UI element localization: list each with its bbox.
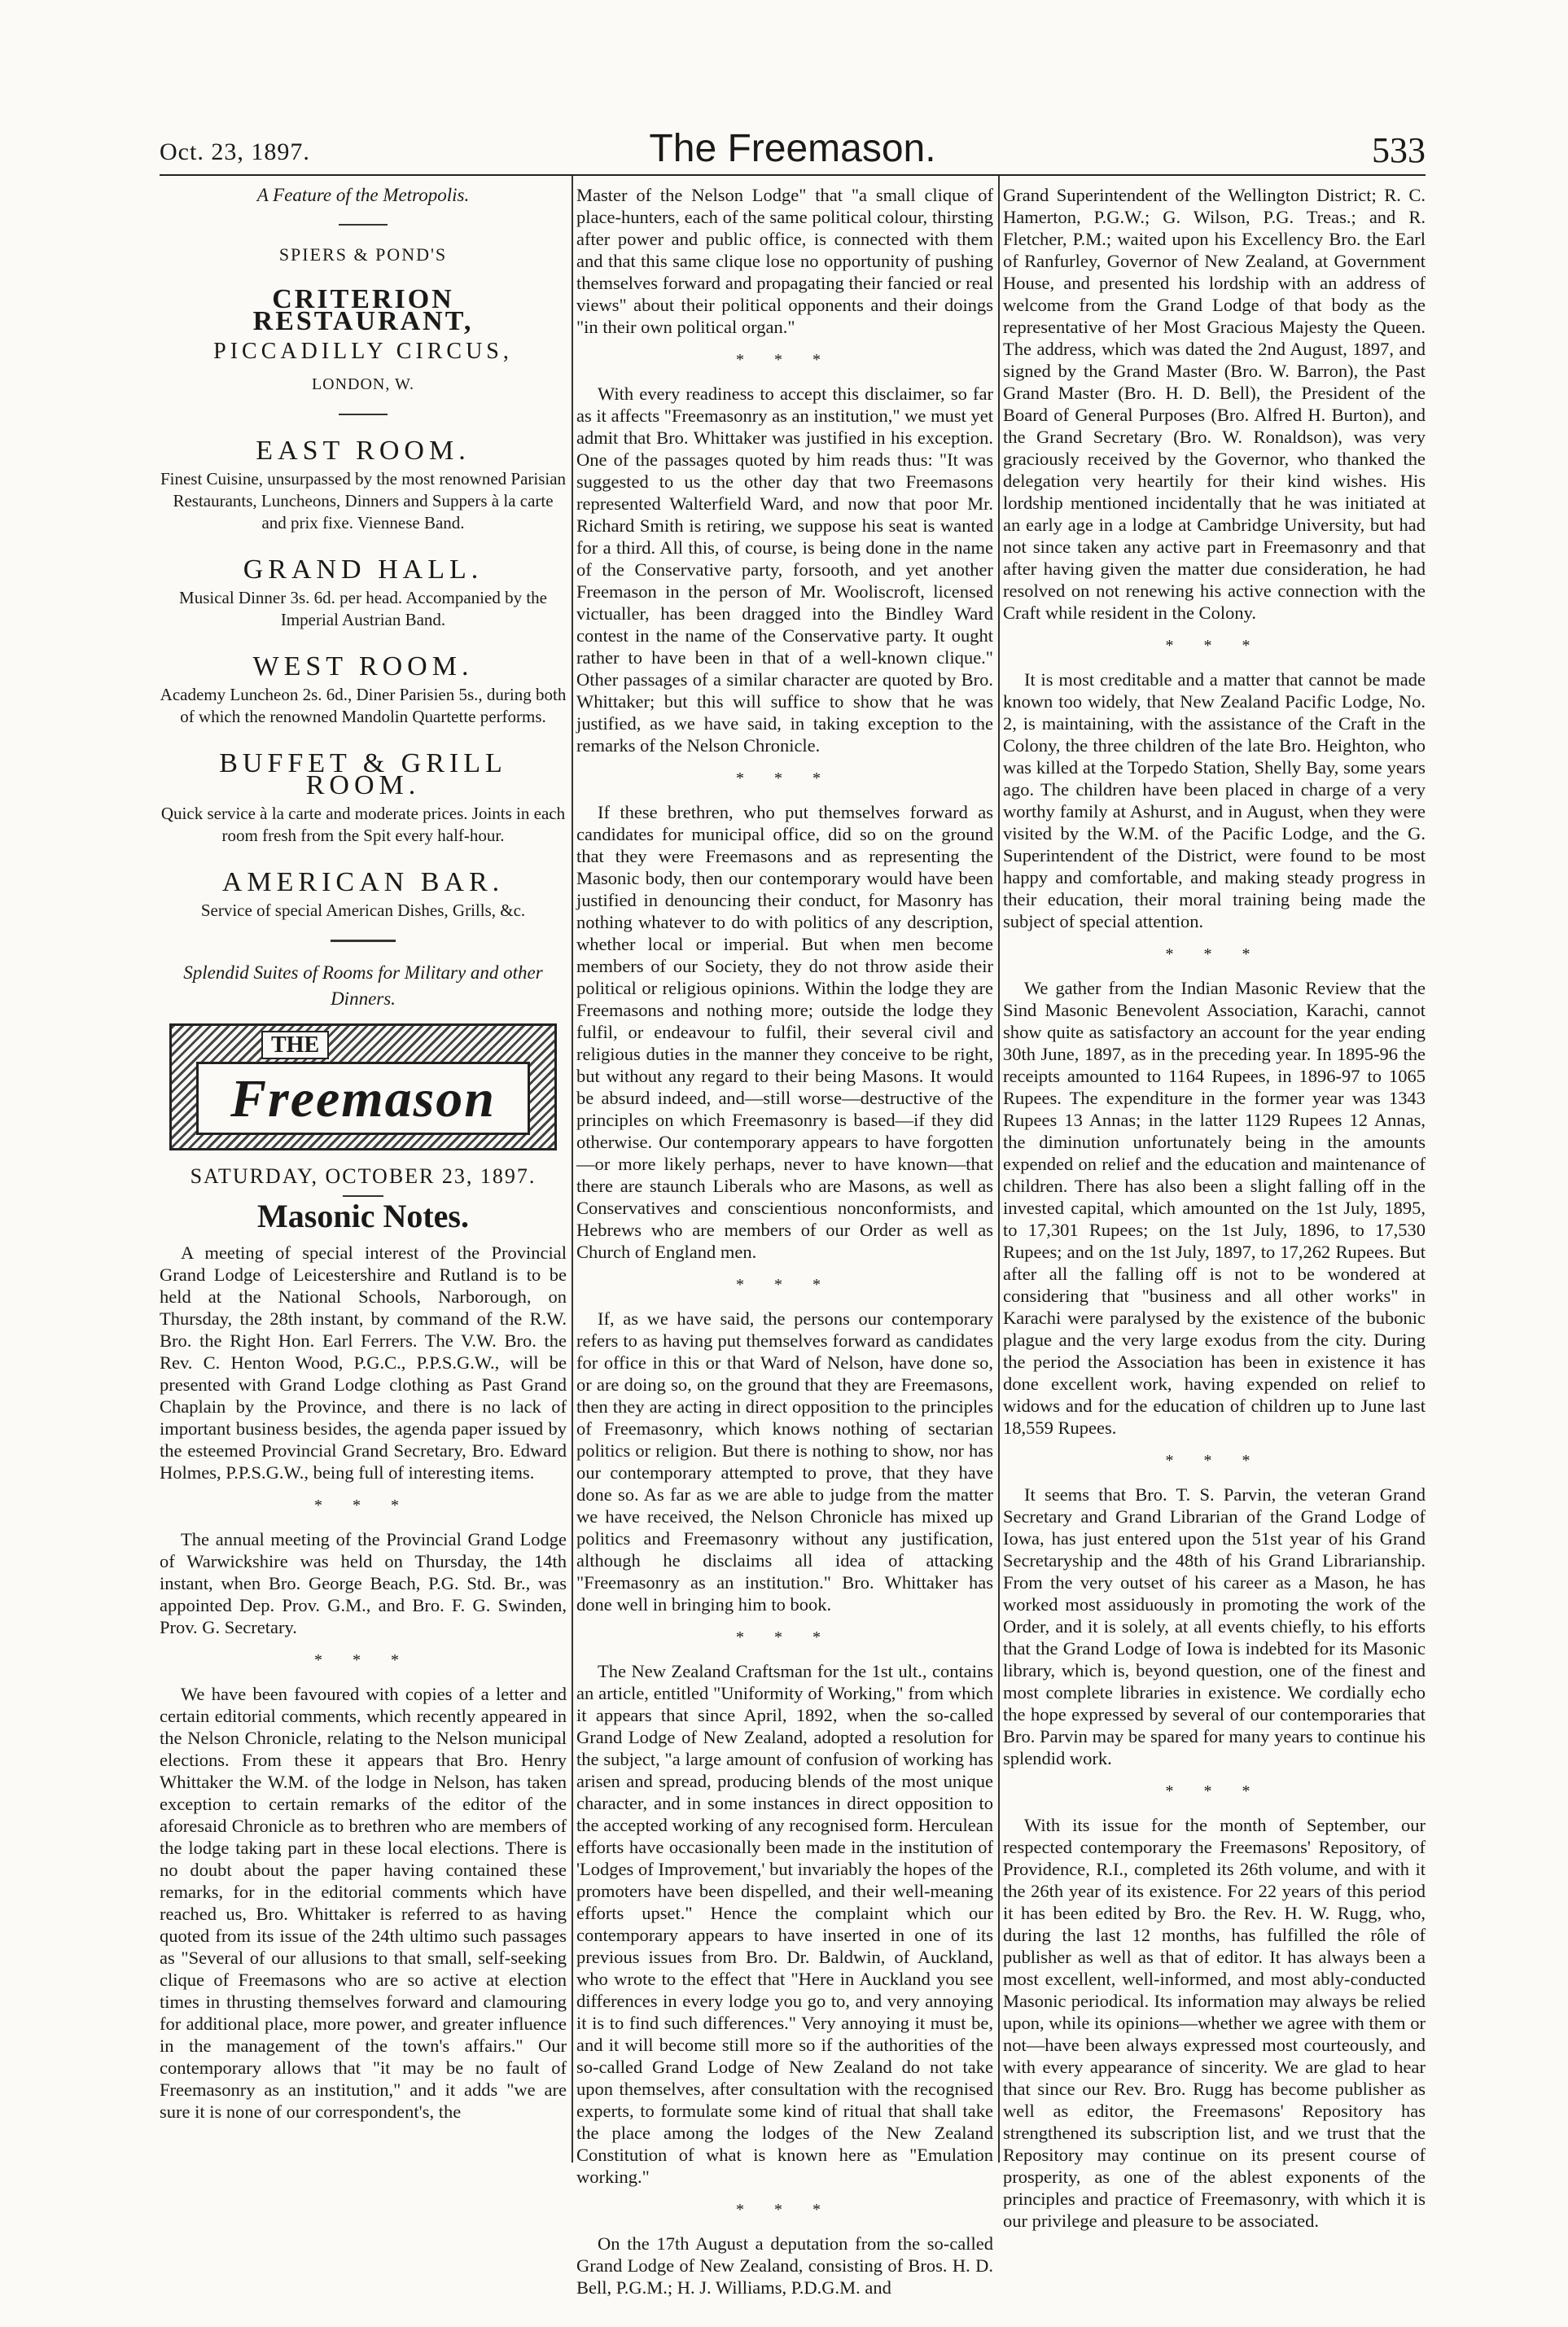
room-description: Service of special American Dishes, Grills, &c. xyxy=(200,901,526,920)
masthead-logo xyxy=(169,1023,557,1150)
column-3 xyxy=(1003,184,1426,2243)
divider xyxy=(331,940,396,942)
section-break: * * * xyxy=(1165,945,1264,963)
column-divider xyxy=(998,176,1000,2163)
article-paragraph: A meeting of special interest of the Provincial Grand Lodge of Leicestershire and Rutland is to be held at the National Schools, Narborough, on Thursday, the 28th instant, by command of the R.W. Bro. the Right Hon. Earl Ferrers. The V.W. Bro. the Rev. C. Henton Wood, P.G.C., P.P.S.G.W., will be presented with Grand Lodge clothing as Past Grand Chaplain by the Province, and there is no lack of important business besides, the agenda paper issued by the esteemed Provincial Grand Secretary, Bro. Edward Holmes, P.P.S.G.W., being full of interesting items. xyxy=(160,1242,567,1483)
divider xyxy=(339,414,388,415)
ad-proprietor: SPIERS & POND'S xyxy=(278,244,448,265)
room-name: AMERICAN BAR. xyxy=(221,867,505,897)
ad-tagline: A Feature of the Metropolis. xyxy=(256,185,470,205)
divider xyxy=(339,224,388,226)
article-paragraph: We gather from the Indian Masonic Review that the Sind Masonic Benevolent Association, Karachi, cannot show quite as satisfactory an account for the year ending 30th June, 1897, as in the preceding year. In 1895-96 the receipts amounted to 1164 Rupees, in 1896-97 to 1065 Rupees. The expenditure in the former year was 1343 Rupees 13 Annas; in the latter 1129 Rupees 12 Annas, the diminution unfortunately being in the amounts expended on relief and the education and maintenance of children. There has also been a slight falling off in the invested capital, which amounted on the 1st July, 1895, to 17,301 Rupees; on the 1st July, 1896, to 17,530 Rupees; and on the 1st July, 1897, to 17,262 Rupees. But after all the falling off is not to be wondered at considering that "business and all other works" in Karachi were paralysed by the existence of the bubonic plague and the very large exodus from the city. During the period the Association has been in existence it has done excellent work, having expended on relief to widows and for the education of children up to June last 18,559 Rupees. xyxy=(1003,978,1426,1438)
article-paragraph: With every readiness to accept this disclaimer, so far as it affects "Freemasonry as an institution," we must yet admit that Bro. Whittaker was justified in his exception. One of the passages quoted by him reads thus: "It was suggested to us the other day that two Freemasons represented Walterfield Ward, and now that poor Mr. Richard Smith is retiring, we suppose his seat is wanted for a third. All this, of course, is being done in the name of the Conservative party, forsooth, and yet another Freemason in the person of Mr. Wooliscroft, licensed victualler, has been dragged into the Bindley Ward contest in the name of the Conservative party. It ought rather to have been in that of a well-known clique." Other passages of a similar character are quoted by Bro. Whittaker; but this will suffice to show that he was justified, as we have said, in taking exception to the remarks of the Nelson Chronicle. xyxy=(576,383,993,756)
article-paragraph: With its issue for the month of September, our respected contemporary the Freemasons' Repository, of Providence, R.I., completed its 26th volume, and with it the 26th year of its existence. For 22 years of this period it has been edited by Bro. the Rev. H. W. Rugg, who, during the last 12 months, has fulfilled the rôle of publisher as well as that of editor. It has always been a most excellent, well-informed, and most ably-conducted Masonic periodical. Its information may always be relied upon, while its opinions—whether we agree with them or not—have been always expressed most courteously, and with every appearance of sincerity. We are glad to hear that since our Rev. Bro. Rugg has become publisher as well as editor, the Freemasons' Repository has strengthened its subscription list, and we trust that the Repository may continue on its present course of prosperity, as one of the ablest exponents of the principles and practice of Freemasonry, with which it is our privilege and pleasure to be associated. xyxy=(1003,1815,1426,2231)
section-break: * * * xyxy=(736,351,834,369)
page-header xyxy=(160,122,1426,173)
article-paragraph: The New Zealand Craftsman for the 1st ult., contains an article, entitled "Uniformity of Working," from which it appears that since April, 1892, when the so-called Grand Lodge of New Zealand, adopted a resolution for the subject, "a large amount of confusion of working has arisen and spread, producing blends of the most unique character, and in some instances in direct opposition to the accepted working of any recognised form. Herculean efforts have occasionally been made in the institution of 'Lodges of Improvement,' but invariably the hopes of the promoters have been dispelled, and their well-meaning efforts upset." Hence the complaint which our contemporary appears to have inserted in one of its previous issues from Bro. Dr. Baldwin, of Auckland, who wrote to the effect that "Here in Auckland you see differences in every lodge you go to, and very annoying it is to find such differences." Very annoying it must be, and it will become still more so if the authorities of the so-called Grand Lodge of New Zealand do not take upon themselves, after consultation with the recognised experts, to formulate some kind of ritual that shall take the place among the lodges of the New Zealand Constitution of what is known here as "Emulation working." xyxy=(576,1661,993,2187)
ad-footer: Splendid Suites of Rooms for Military and other Dinners. xyxy=(183,962,543,1009)
section-break: * * * xyxy=(736,769,834,787)
section-break: * * * xyxy=(736,1276,834,1294)
room-description: Finest Cuisine, unsurpassed by the most renowned Parisian Restaurants, Luncheons, Dinners and Suppers à la carte and prix fixe. Viennese Band. xyxy=(160,469,567,532)
article-paragraph: The annual meeting of the Provincial Grand Lodge of Warwickshire was held on Thursday, the 14th instant, when Bro. George Beach, P.G. Std. Br., was appointed Dep. Prov. G.M., and Bro. F. G. Swinden, Prov. G. Secretary. xyxy=(160,1529,567,1637)
room-description: Academy Luncheon 2s. 6d., Diner Parisien 5s., during both of which the renowned Mandolin Quartette performs. xyxy=(160,685,567,726)
room-name: GRAND HALL. xyxy=(243,554,484,585)
room-name: EAST ROOM. xyxy=(256,436,471,466)
room-description: Quick service à la carte and moderate prices. Joints in each room fresh from the Spit every half-hour. xyxy=(160,804,566,845)
section-break: * * * xyxy=(1165,1452,1264,1470)
article-paragraph: It is most creditable and a matter that cannot be made known too widely, that New Zealand Pacific Lodge, No. 2, is maintaining, with the assistance of the Craft in the Colony, the three children of the late Bro. Heighton, who was killed at the Torpedo Station, Shelly Bay, some years ago. The children have been placed in charge of a very worthy family at Ashurst, and in August, when they were visited by the W.M. of the Pacific Lodge, and the G. Superintendent of the District, were found to be most happy and comfortable, and making steady progress in their education, their moral training being made the subject of special attention. xyxy=(1003,669,1426,931)
column-divider xyxy=(572,176,573,2163)
section-title: Masonic Notes. xyxy=(257,1198,469,1234)
article-paragraph: If these brethren, who put themselves forward as candidates for municipal office, did so on the ground that they were Freemasons and as representing the Masonic body, then our contemporary would have been justified in denouncing their conduct, for Masonry has nothing whatever to do with politics of any description, whether local or imperial. But when men become members of our Society, they do not throw aside their political or religious opinions. Within the lodge they are Freemasons and nothing more; outside the lodge they fulfil, or endeavour to fulfil, their several civil and religious duties in the manner they conceive to be right, but without any regard to their being Masons. It would be absurd indeed, and—still worse—destructive of the principles on which Freemasonry is based—if they did otherwise. Our contemporary appears to have forgotten—or more likely perhaps, never to have known—that there are staunch Liberals who are Masons, as well as Conservatives and conscientious nonconformists, and Hebrews who are members of our Order as well as Church of England men. xyxy=(576,802,993,1262)
section-break: * * * xyxy=(314,1497,412,1514)
masthead-name: Freemason xyxy=(196,1062,530,1135)
issue-date: SATURDAY, OCTOBER 23, 1897. xyxy=(190,1164,537,1188)
article-paragraph: On the 17th August a deputation from the so-called Grand Lodge of New Zealand, consisting of Bros. H. D. Bell, P.G.M.; H. J. Williams, P.D.G.M. and xyxy=(576,2233,993,2298)
page-number: 533 xyxy=(1372,130,1426,170)
section-break: * * * xyxy=(736,1628,834,1646)
article-paragraph: Grand Superintendent of the Wellington District; R. C. Hamerton, P.G.W.; G. Wilson, P.G. Treas.; and R. Fletcher, P.M.; waited upon his Excellency Bro. the Earl of Ranfurley, Governor of New Zealand, at Government House, and presented his lordship with an address of welcome from the Grand Lodge of that body as the representative of her Most Gracious Majesty the Queen. The address, which was dated the 2nd August, 1897, and signed by the Grand Master (Bro. W. Barron), the Past Grand Master (Bro. H. D. Bell), the President of the Board of General Purposes (Bro. Alfred H. Burton), and the Grand Secretary (Bro. W. Ronaldson), was very graciously received by the Governor, who thanked the delegation very heartily for their kind wishes. His lordship mentioned incidentally that he was initiated at an early age in a lodge at Cambridge University, but had not since taken any active part in Freemasonry and that after having given the matter due consideration, he had resolved on not renewing his active connection with the Craft while resident in the Colony. xyxy=(1003,185,1426,623)
header-rule xyxy=(160,174,1426,176)
article-paragraph: Master of the Nelson Lodge" that "a small clique of place-hunters, each of the same political colour, thirsting after power and public office, is connected with them and that this same clique lose no opportunity of pushing themselves forward and propagating their fancied or real views" about their political opponents and their doings "in their own political organ." xyxy=(576,185,993,337)
room-name: WEST ROOM. xyxy=(252,651,474,681)
masthead-the: THE xyxy=(261,1031,329,1059)
ad-city: LONDON, W. xyxy=(311,375,415,393)
article-paragraph: If, as we have said, the persons our contemporary refers to as having put themselves forward as candidates for office in this or that Ward of Nelson, have done so, or are doing so, on the ground that they are Freemasons, then they are acting in direct opposition to the principles of Freemasonry, which knows nothing of sectarian politics or religion. But there is nothing to show, nor has our contemporary attempted to prove, that they have done so. As far as we are able to judge from the matter we have received, the Nelson Chronicle has mixed up politics and Freemasonry without any justification, although he disclaims all idea of attacking "Freemasonry as an institution." Bro. Whittaker has done well in bringing him to book. xyxy=(576,1308,993,1615)
article-paragraph: We have been favoured with copies of a letter and certain editorial comments, which recently appeared in the Nelson Chronicle, relating to the Nelson municipal elections. From these it appears that Bro. Henry Whittaker the W.M. of the lodge in Nelson, has taken exception to certain remarks of the editor of the aforesaid Chronicle as to brethren who are members of the lodge taking part in these local elections. There is no doubt about the paper having contained these remarks, for in the editorial comments which have reached us, Bro. Whittaker is referred to as having quoted from its issue of the 24th ultimo such passages as "Several of our allusions to that small, self-seeking clique of Freemasons who are so active at election times in thrusting themselves forward and clamouring for additional place, more power, and greater influence in the management of the town's affairs." Our contemporary allows that "it may be no fault of Freemasonry as an institution," and it adds "we are sure it is none of our correspondent's, the xyxy=(160,1684,567,2122)
room-name: BUFFET & GRILL ROOM. xyxy=(219,748,507,800)
column-2 xyxy=(576,184,993,2310)
section-break: * * * xyxy=(1165,1782,1264,1800)
ad-restaurant: CRITERION RESTAURANT, xyxy=(252,284,474,336)
room-description: Musical Dinner 3s. 6d. per head. Accompanied by the Imperial Austrian Band. xyxy=(179,588,547,629)
section-break: * * * xyxy=(314,1651,412,1669)
header-date: Oct. 23, 1897. xyxy=(160,138,310,165)
ad-street: PICCADILLY CIRCUS, xyxy=(213,339,513,364)
article-paragraph: It seems that Bro. T. S. Parvin, the veteran Grand Secretary and Grand Librarian of the Grand Lodge of Iowa, has just entered upon the 51st year of his Grand Secretaryship and the 48th of his Grand Librarianship. From the very outset of his career as a Mason, he has worked most assiduously in promoting the work of the Order, and it is solely, at all events chiefly, to his efforts that the Grand Lodge of Iowa is indebted for its Masonic library, which is, beyond question, one of the finest and most complete libraries in existence. We cordially echo the hope expressed by several of our contemporaries that Bro. Parvin may be spared for many years to continue his splendid work. xyxy=(1003,1484,1426,1768)
section-break: * * * xyxy=(736,2201,834,2219)
section-break: * * * xyxy=(1165,637,1264,655)
header-title: The Freemason. xyxy=(649,127,936,170)
column-1 xyxy=(160,184,567,2134)
divider xyxy=(343,1195,383,1197)
